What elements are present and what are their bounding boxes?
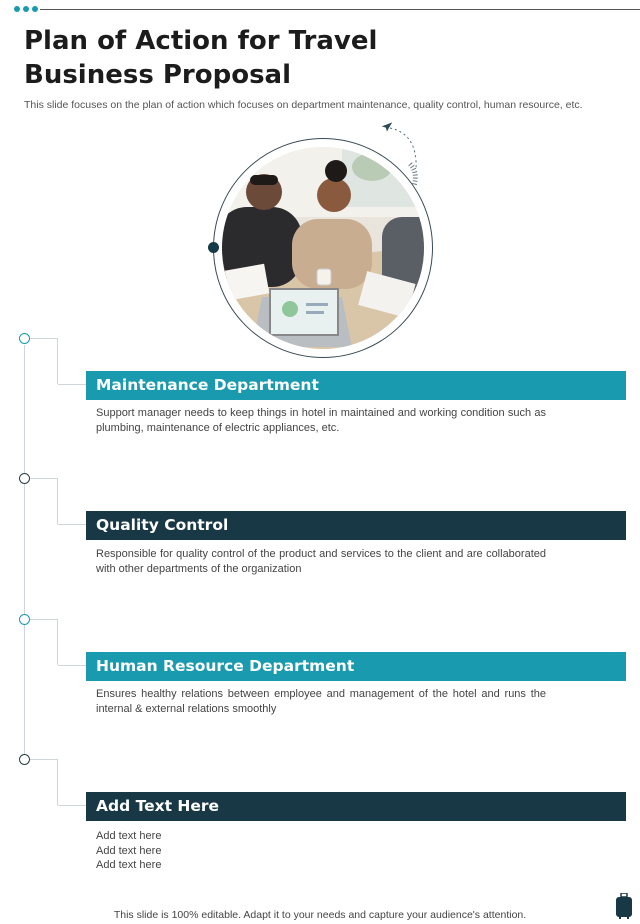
team-meeting-photo <box>222 147 424 349</box>
timeline-connector-1 <box>30 338 58 384</box>
luggage-icon <box>614 893 634 919</box>
page-subtitle: This slide focuses on the plan of action which focuses on department maintenance, quality control, human resource, etc. <box>24 99 583 111</box>
timeline-connector-1-h <box>58 384 86 385</box>
header-dots <box>14 6 38 12</box>
section-heading-maintenance: Maintenance Department <box>86 371 626 400</box>
timeline-connector-2-h <box>58 524 86 525</box>
timeline-connector-4-h <box>58 805 86 806</box>
timeline-node-1 <box>19 333 30 344</box>
timeline-node-4 <box>19 754 30 765</box>
section-heading-add-text: Add Text Here <box>86 792 626 821</box>
section-text-maintenance: Support manager needs to keep things in hotel in maintained and working condition such as plumbing, maintenance of electric appliances, etc. <box>96 407 546 434</box>
timeline-connector-4 <box>30 759 58 805</box>
team-photo-frame <box>213 138 433 358</box>
airplane-icon <box>380 120 394 134</box>
photo-ring-dot <box>208 242 219 253</box>
section-text-human-resource: Ensures healthy relations between employee and management of the hotel and runs the internal & external relations smoothly <box>96 688 546 715</box>
timeline-connector-2 <box>30 478 58 524</box>
timeline-node-3 <box>19 614 30 625</box>
timeline-connector-3-h <box>58 665 86 666</box>
page-title: Plan of Action for Travel Business Proposal <box>24 26 378 90</box>
section-heading-human-resource: Human Resource Department <box>86 652 626 681</box>
header-rule <box>40 9 640 10</box>
footer-note: This slide is 100% editable. Adapt it to your needs and capture your audience's attention. <box>113 909 527 921</box>
add-text-line: Add text here <box>96 844 162 857</box>
add-text-line: Add text here <box>96 830 162 842</box>
timeline-node-2 <box>19 473 30 484</box>
timeline-connector-3 <box>30 619 58 665</box>
timeline-line <box>24 345 25 765</box>
section-text-quality-control: Responsible for quality control of the product and services to the client and are collaborated with other departments of the organization <box>96 548 546 575</box>
section-heading-quality-control: Quality Control <box>86 511 626 540</box>
add-text-line: Add text here <box>96 859 162 871</box>
add-text-list <box>96 829 161 873</box>
